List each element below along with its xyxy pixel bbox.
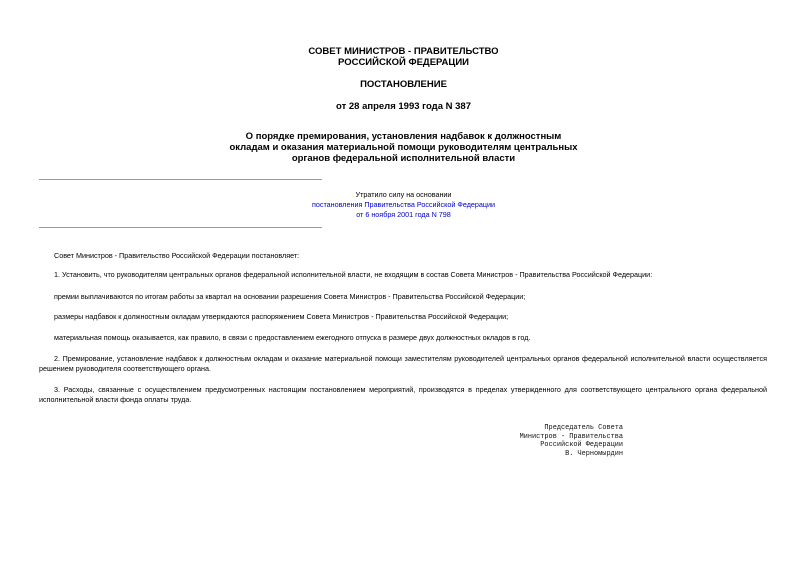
signature-name: В. Черномырдин (565, 449, 623, 458)
paragraph-item-1-aid: материальная помощь оказывается, как правило, в связи с предоставлением ежегодного отпуска в размере двух должностных окладов в год. (54, 333, 531, 342)
document-type: ПОСТАНОВЛЕНИЕ (360, 79, 447, 90)
signature-line-2: Министров - Правительства (519, 432, 623, 441)
document-title-line-2: окладам и оказания материальной помощи руководителям центральных (229, 142, 578, 153)
paragraph-item-1-allowances: размеры надбавок к должностным окладам утверждаются распоряжением Совета Министров - Правительства Российской Федерации; (54, 312, 509, 321)
signature-block (470, 424, 623, 458)
paragraph-item-3: 3. Расходы, связанные с осуществлением предусмотренных настоящим постановлением мероприятий, производятся в пределах утвержденного для соответствующего центрального органа федеральной исполнительной власти фонда оплаты труда. (39, 385, 767, 404)
status-notice-text: Утратило силу на основании (355, 190, 452, 199)
status-notice (0, 190, 807, 220)
signature-line-3: Российской Федерации (540, 441, 623, 450)
document-date-number: от 28 апреля 1993 года N 387 (336, 101, 471, 112)
issuer-line-1: СОВЕТ МИНИСТРОВ - ПРАВИТЕЛЬСТВО (308, 46, 499, 57)
paragraph-item-2: 2. Премирование, установление надбавок к должностным окладам и оказание материальной помощи заместителям руководителей центральных органов федеральной исполнительной власти осуществляется решением руководителя соответствующего органа. (39, 354, 767, 373)
intro-paragraph: Совет Министров - Правительство Российской Федерации постановляет: (54, 251, 300, 260)
paragraph-item-1-bonuses: премии выплачиваются по итогам работы за квартал на основании разрешения Совета Министров - Правительства Российской Федерации; (54, 292, 526, 301)
repeal-decree-date-link[interactable]: от 6 ноября 2001 года N 798 (356, 210, 451, 219)
signature-line-1: Председатель Совета (544, 424, 623, 432)
document-title-line-1: О порядке премирования, установления надбавок к должностным (245, 131, 562, 142)
bottom-divider (39, 227, 322, 228)
repeal-decree-link[interactable]: постановления Правительства Российской Федерации (311, 200, 496, 209)
paragraph-item-1: 1. Установить, что руководителям центральных органов федеральной исполнительной власти, не входящим в состав Совета Министров - Правительства Российской Федерации: (54, 270, 653, 279)
issuer-line-2: РОССИЙСКОЙ ФЕДЕРАЦИИ (337, 57, 469, 68)
document-title-line-3: органов федеральной исполнительной власти (291, 153, 516, 164)
top-divider (39, 179, 322, 180)
